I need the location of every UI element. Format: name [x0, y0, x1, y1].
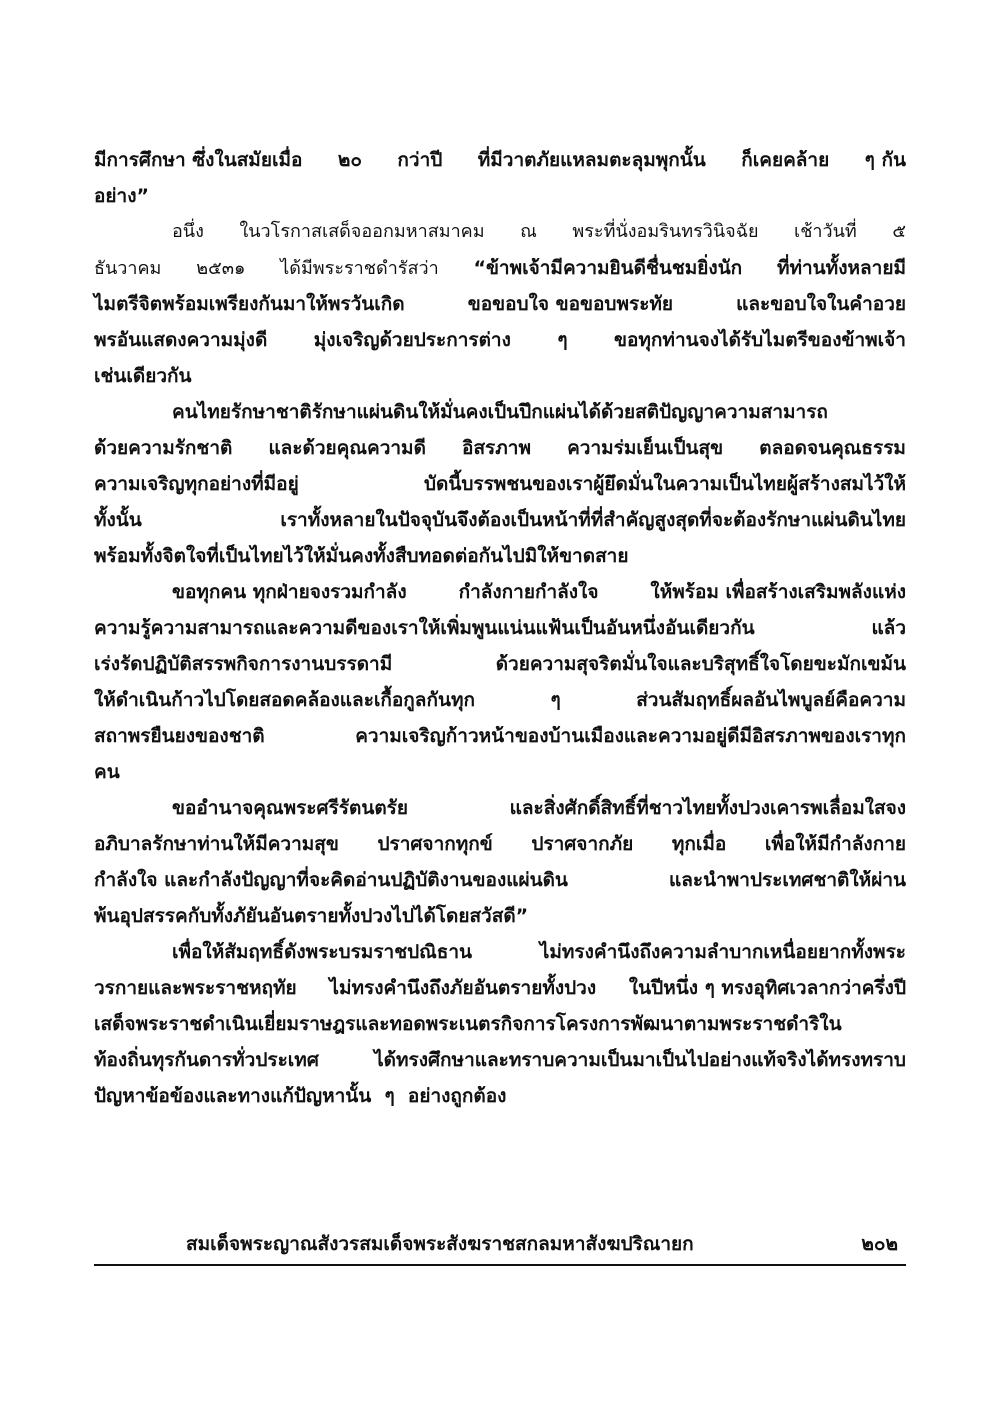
text-segment: กว่าปี [397, 149, 443, 171]
paragraph [94, 214, 906, 394]
text-line [94, 646, 906, 682]
text-segment: เสด็จพระราชดำเนินเยี่ยมราษฎรและทอดพระเนตรกิจการโครงการพัฒนาตามพระราชดำริใน [94, 1013, 842, 1035]
text-segment-bold: “ข้าพเจ้ามีความยินดีชื่นชมยิ่งนัก [473, 257, 743, 279]
text-segment: กำลังกายกำลังใจ [458, 581, 599, 603]
text-line [94, 358, 906, 394]
paragraph [94, 574, 906, 790]
text-line [94, 322, 906, 358]
text-segment: ในปีหนึ่ง ๆ ทรงอุทิศเวลากว่าครึ่งปี [628, 977, 906, 999]
text-line [94, 970, 906, 1006]
text-segment: ขอขอบใจ ขอขอบพระทัย [467, 293, 674, 315]
text-segment: พระที่นั่งอมรินทรวินิจฉัย [572, 221, 759, 242]
text-segment: ๆ [557, 329, 568, 351]
text-segment: ได้มีพระราชดำรัสว่า [280, 258, 439, 279]
text-line [94, 1006, 906, 1042]
text-line [94, 502, 906, 538]
text-segment: ความเจริญทุกอย่างที่มีอยู่ [94, 473, 299, 495]
text-segment: ปราศจากภัย [531, 833, 634, 855]
text-segment: แล้ว [871, 617, 906, 639]
text-segment: ขอทุกคน ทุกฝ่ายจงรวมกำลัง [172, 581, 407, 603]
text-segment-bold: ที่ท่านทั้งหลายมี [776, 257, 906, 279]
text-segment: ๕ [892, 221, 906, 242]
text-segment: ความรู้ความสามารถและความดีของเราให้เพิ่มพูนแน่นแฟ้นเป็นอันหนึ่งอันเดียวกัน [94, 617, 755, 639]
text-segment: และนำพาประเทศชาติให้ผ่าน [669, 869, 906, 891]
text-segment: ทุกเมื่อ [671, 833, 727, 855]
text-line [94, 286, 906, 322]
text-segment: ความเจริญก้าวหน้าของบ้านเมืองและความอยู่ดีมีอิสรภาพของเราทุก [355, 725, 906, 747]
text-segment: พ้นอุปสรรคกับทั้งภัยันอันตรายทั้งปวงไปได้โดยสวัสดี” [94, 905, 529, 927]
text-line [94, 1078, 906, 1114]
text-segment: ๒๕๓๑ [196, 258, 246, 279]
text-segment: เช่นเดียวกัน [94, 365, 192, 387]
text-segment: ส่วนสัมฤทธิ์ผลอันไพบูลย์คือความ [636, 689, 906, 711]
text-segment: ทั้งนั้น [94, 509, 142, 531]
text-line [94, 250, 906, 286]
text-segment: ณ [520, 221, 537, 242]
text-segment: กำลังใจ และกำลังปัญญาที่จะคิดอ่านปฏิบัติงานของแผ่นดิน [94, 869, 568, 891]
text-segment: วรกายและพระราชหฤทัย [94, 977, 297, 999]
text-segment: คนไทยรักษาชาติรักษาแผ่นดินให้มั่นคงเป็นปึกแผ่นได้ด้วยสติปัญญาความสามารถ [172, 401, 828, 423]
text-segment: บัดนี้บรรพชนของเราผู้ยึดมั่นในความเป็นไทยผู้สร้างสมไว้ให้ [423, 473, 906, 495]
text-segment: ไม่ทรงคำนึงถึงความลำบากเหนื่อยยากทั้งพระ [539, 941, 906, 963]
text-line [94, 1042, 906, 1078]
text-line [94, 754, 906, 790]
text-line [94, 466, 906, 502]
text-segment: ที่มีวาตภัยแหลมตะลุมพุกนั้น [477, 149, 706, 171]
text-segment: คน [94, 761, 120, 783]
text-segment: ด้วยความรักชาติ [94, 437, 233, 459]
text-segment: และสิ่งศักดิ์สิทธิ์ที่ชาวไทยทั้งปวงเคารพเลื่อมใสจง [509, 797, 906, 819]
text-segment: ธันวาคม [94, 258, 162, 279]
text-line [94, 682, 906, 718]
text-segment: ด้วยความสุจริตมั่นใจและบริสุทธิ์ใจโดยขะมักเขม้น [495, 653, 906, 675]
page-number: ๒๐๒ [861, 1233, 898, 1255]
text-segment: อิสรภาพ [462, 437, 531, 459]
text-line [94, 934, 906, 970]
text-segment: ได้ทรงศึกษาและทราบความเป็นมาเป็นไปอย่างแท้จริงได้ทรงทราบ [374, 1049, 906, 1071]
text-line [94, 538, 906, 574]
text-segment: พรอันแสดงความมุ่งดี [94, 329, 268, 351]
text-segment: ตลอดจนคุณธรรม [759, 437, 906, 459]
text-line [94, 574, 906, 610]
text-segment: เราทั้งหลายในปัจจุบันจึงต้องเป็นหน้าที่ที่สำคัญสูงสุดที่จะต้องรักษาแผ่นดินไทย [280, 509, 906, 531]
text-segment: เพื่อให้สัมฤทธิ์ดังพระบรมราชปณิธาน [172, 941, 473, 963]
text-line [94, 214, 906, 250]
paragraph [94, 394, 906, 574]
page-footer [94, 1227, 906, 1261]
text-segment: เร่งรัดปฏิบัติสรรพกิจการงานบรรดามี [94, 653, 393, 675]
text-line [94, 394, 906, 430]
text-segment: อภิบาลรักษาท่านให้มีความสุข [94, 833, 339, 855]
text-segment: ให้ดำเนินก้าวไปโดยสอดคล้องและเกื้อกูลกันทุก [94, 689, 475, 711]
text-segment: ปราศจากทุกข์ [377, 833, 493, 855]
paragraph [94, 142, 906, 214]
text-segment: ขอทุกท่านจงได้รับไมตรีของข้าพเจ้า [614, 329, 906, 351]
text-segment: ให้พร้อม เพื่อสร้างเสริมพลังแห่ง [650, 581, 906, 603]
text-segment: ท้องถิ่นทุรกันดารทั่วประเทศ [94, 1049, 319, 1071]
text-segment: พร้อมทั้งจิตใจที่เป็นไทยไว้ให้มั่นคงทั้งสืบทอดต่อกันไปมิให้ขาดสาย [94, 545, 629, 567]
text-segment: เช้าวันที่ [794, 221, 857, 242]
text-segment: ในวโรกาสเสด็จออกมหาสมาคม [239, 221, 485, 242]
text-segment: ๆ กัน [864, 149, 906, 171]
text-segment: ก็เคยคล้าย [741, 149, 830, 171]
document-body [94, 142, 906, 1114]
paragraph [94, 790, 906, 934]
text-segment: อนึ่ง [172, 221, 204, 242]
text-segment: มุ่งเจริญด้วยประการต่าง [313, 329, 511, 351]
text-line [94, 430, 906, 466]
paragraph [94, 934, 906, 1114]
text-segment: ๆ [550, 689, 561, 711]
text-segment: ไมตรีจิตพร้อมเพรียงกันมาให้พรวันเกิด [94, 293, 405, 315]
text-line [94, 178, 906, 214]
text-segment: มีการศึกษา ซึ่งในสมัยเมื่อ [94, 149, 303, 171]
text-line [94, 142, 906, 178]
text-line [94, 718, 906, 754]
text-segment: ความร่มเย็นเป็นสุข [567, 437, 724, 459]
text-line [94, 610, 906, 646]
text-line [94, 898, 906, 934]
text-segment: ขออำนาจคุณพระศรีรัตนตรัย [172, 797, 409, 819]
text-line [94, 790, 906, 826]
text-segment: ไม่ทรงคำนึงถึงภัยอันตรายทั้งปวง [329, 977, 597, 999]
text-segment: อย่าง” [94, 185, 149, 207]
text-line [94, 862, 906, 898]
footer-divider [94, 1264, 906, 1266]
text-line [94, 826, 906, 862]
text-segment: ปัญหาข้อข้องและทางแก้ปัญหานั้น ๆ อย่างถูกต้อง [94, 1085, 507, 1107]
text-segment: สถาพรยืนยงของชาติ [94, 725, 265, 747]
text-segment: ๒๐ [337, 149, 362, 171]
text-segment: เพื่อให้มีกำลังกาย [764, 833, 906, 855]
footer-title: สมเด็จพระญาณสังวรสมเด็จพระสังฆราชสกลมหาสังฆปริณายก [186, 1233, 694, 1255]
text-segment: และขอบใจในคำอวย [736, 293, 906, 315]
text-segment: และด้วยคุณความดี [268, 437, 426, 459]
